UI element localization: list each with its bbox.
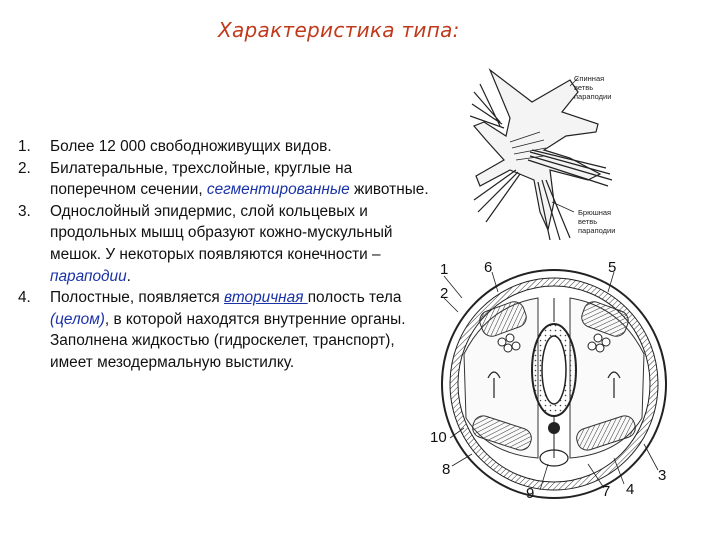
item-number: 1.: [18, 138, 31, 155]
slide-title: Характеристика типа:: [218, 18, 460, 42]
list-item: [14, 136, 432, 158]
item-text: Билатеральные, трехслойные, круглые на поперечном сечении,: [50, 159, 353, 199]
ventral-branch-caption: Брюшная ветвь параподии: [578, 208, 616, 235]
label-7: 7: [602, 483, 611, 500]
label-9: 9: [526, 485, 535, 502]
cross-section-figure: [428, 258, 674, 508]
highlight-term: вторичная: [224, 289, 308, 307]
list-item: [14, 201, 432, 287]
label-3: 3: [658, 467, 667, 484]
item-number: 3.: [18, 202, 31, 220]
item-text: полость тела: [307, 289, 402, 307]
item-text: Более 12 000 свободноживущих видов.: [50, 138, 332, 155]
label-5: 5: [608, 259, 617, 276]
item-text: Однослойный эпидермис, слой кольцевых и продольных мышц образуют кожно-мускульный мешок. У некоторых появляются конечности –: [50, 202, 393, 263]
dorsal-branch-caption: Спинная ветвь параподии: [574, 74, 612, 101]
label-2: 2: [440, 285, 449, 302]
item-text: , в которой находятся внутренние органы. Заполнена жидкостью (гидроскелет, транспорт), имеет мезодермальную выстилку.: [50, 310, 406, 371]
highlight-term: сегментированные: [206, 181, 350, 199]
list-item: [14, 158, 432, 201]
item-text: животные.: [349, 181, 429, 199]
label-10: 10: [430, 429, 447, 446]
item-number: 2.: [18, 159, 31, 177]
list-item: [14, 287, 432, 373]
highlight-term: параподии: [50, 267, 127, 285]
cross-section-drawing: [428, 258, 674, 508]
label-8: 8: [442, 461, 451, 478]
parapodium-figure: [470, 62, 620, 242]
highlight-term: (целом): [50, 310, 105, 328]
label-1: 1: [440, 261, 449, 278]
label-6: 6: [484, 259, 493, 276]
characteristics-list: [14, 136, 432, 374]
item-number: 4.: [18, 289, 31, 307]
item-text: Полостные, появляется: [50, 289, 225, 307]
label-4: 4: [626, 481, 635, 498]
item-text: .: [126, 267, 131, 285]
